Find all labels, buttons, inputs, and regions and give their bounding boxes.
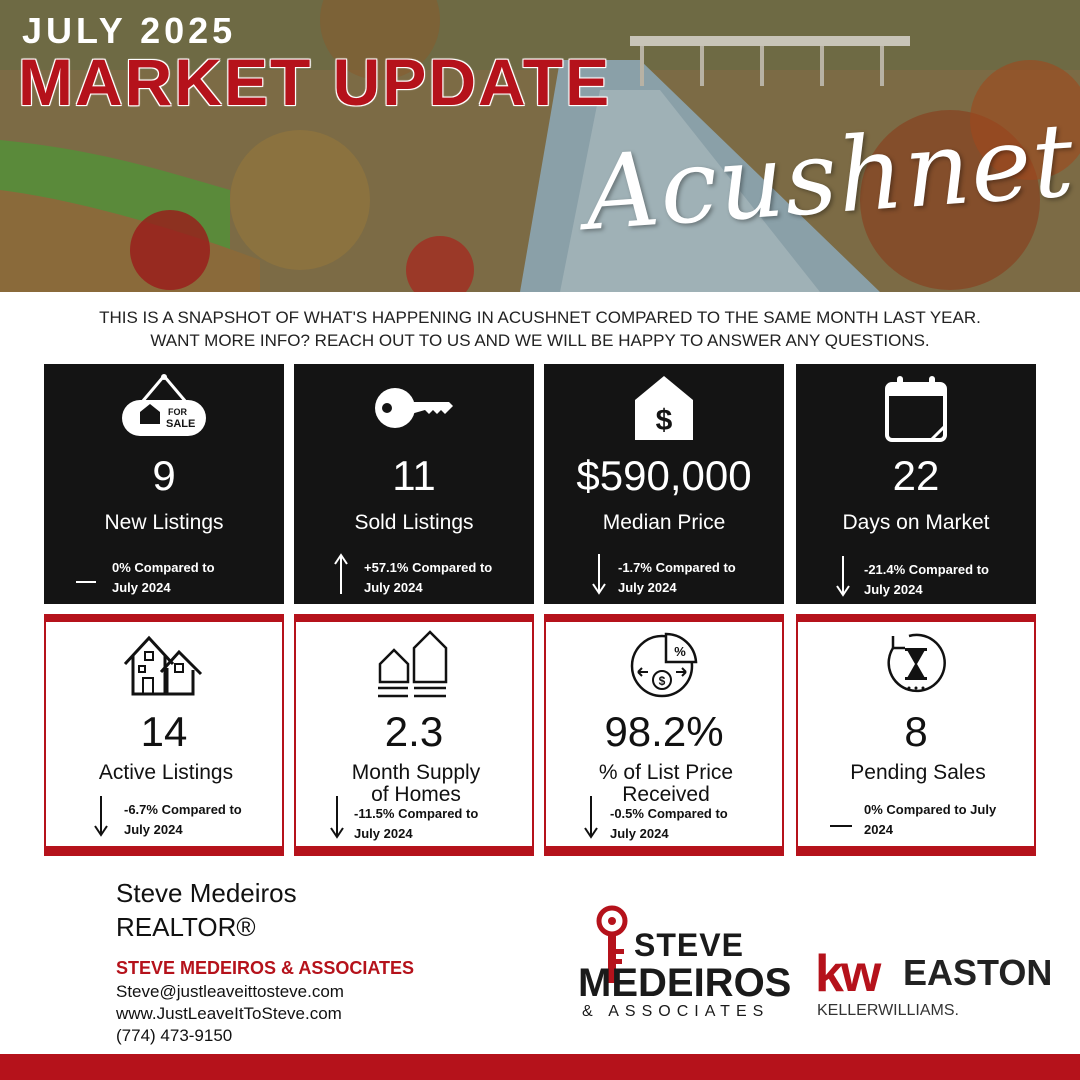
up-trend-icon <box>334 552 348 596</box>
hero-photo <box>0 0 1080 292</box>
houses-icon <box>119 628 209 698</box>
stat-label: Days on Market <box>842 511 990 534</box>
for-sale-sign-icon <box>116 372 212 444</box>
stat-comparison <box>610 804 728 844</box>
stat-change: +57.1% Compared to <box>364 560 493 575</box>
stat-period: July 2024 <box>124 822 183 837</box>
agent-email[interactable]: Steve@justleaveittosteve.com <box>116 982 344 1001</box>
stat-card-active-listings <box>44 614 284 856</box>
down-trend-icon <box>330 794 344 840</box>
intro-line-2: WANT MORE INFO? REACH OUT TO US AND WE WILL BE HAPPY TO ANSWER ANY QUESTIONS. <box>150 331 930 350</box>
stat-label: Sold Listings <box>354 511 474 534</box>
svg-text:SALE: SALE <box>166 418 196 430</box>
agent-website[interactable]: www.JustLeaveItToSteve.com <box>116 1004 342 1023</box>
stat-value: 98.2% <box>604 708 724 755</box>
stat-label-line-2: Received <box>622 783 710 806</box>
stat-card-median-price <box>544 364 784 604</box>
down-trend-icon <box>836 554 850 598</box>
agent-name: Steve Medeiros <box>116 878 297 908</box>
stat-value: 22 <box>892 452 940 499</box>
svg-text:FOR: FOR <box>168 407 187 417</box>
kw-office-name: EASTON <box>903 952 1053 993</box>
down-trend-icon <box>94 794 108 838</box>
stat-change: -1.7% Compared to <box>618 560 736 575</box>
team-name: STEVE MEDEIROS & ASSOCIATES <box>116 958 415 978</box>
team-logo-line-1: STEVE <box>634 927 744 963</box>
stat-value: $590,000 <box>576 452 752 499</box>
down-trend-icon <box>592 552 606 596</box>
svg-text:$: $ <box>658 674 666 688</box>
stat-period: July 2024 <box>610 826 669 841</box>
stat-change: 0% Compared to <box>112 560 215 575</box>
stat-comparison <box>618 558 736 598</box>
stat-card-new-listings <box>44 364 284 604</box>
stat-card-sold-listings <box>294 364 534 604</box>
stat-change: -6.7% Compared to <box>124 802 242 817</box>
stat-period: 2024 <box>864 822 893 837</box>
stat-card-month-supply <box>294 614 534 856</box>
stat-comparison <box>864 800 996 840</box>
report-month: JULY 2025 <box>22 10 237 51</box>
stat-value: 14 <box>140 708 188 755</box>
flat-trend-icon <box>74 574 98 588</box>
intro-line-1: THIS IS A SNAPSHOT OF WHAT'S HAPPENING IN ACUSHNET COMPARED TO THE SAME MONTH LAST YEAR. <box>99 308 981 327</box>
agent-title: REALTOR® <box>116 912 256 942</box>
house-dollar-icon <box>629 372 699 446</box>
stat-value: 9 <box>152 452 176 499</box>
percent-pie-icon <box>624 628 704 700</box>
stat-period: July 2024 <box>864 582 923 597</box>
stat-comparison <box>112 558 215 598</box>
stat-label: New Listings <box>104 511 224 534</box>
svg-text:%: % <box>674 644 686 659</box>
agent-phone[interactable]: (774) 473-9150 <box>116 1026 233 1045</box>
stat-period: July 2024 <box>112 580 171 595</box>
report-title: MARKET UPDATE <box>18 45 612 119</box>
stat-value: 11 <box>392 452 436 499</box>
stat-value: 2.3 <box>384 708 444 755</box>
stat-comparison <box>864 560 989 600</box>
stat-comparison <box>354 804 478 844</box>
stat-label-line-2: of Homes <box>371 783 461 806</box>
stat-period: July 2024 <box>354 826 413 841</box>
stat-label-line-1: Month Supply <box>351 761 481 784</box>
stat-card-days-on-market <box>796 364 1036 604</box>
town-name: Acushnet <box>581 101 1079 254</box>
stat-label-line-1: % of List Price <box>598 761 734 784</box>
stat-comparison <box>364 558 492 598</box>
flat-trend-icon <box>828 818 854 832</box>
down-trend-icon <box>584 794 598 840</box>
team-logo <box>578 905 798 1025</box>
stat-value: 8 <box>904 708 928 755</box>
kw-mark: kw <box>815 945 879 1003</box>
hourglass-icon <box>879 628 953 700</box>
svg-text:$: $ <box>655 404 673 437</box>
stat-label: Median Price <box>602 511 726 534</box>
footer-bar <box>0 1054 1080 1080</box>
stat-card-pending-sales <box>796 614 1036 856</box>
team-logo-line-2: MEDEIROS <box>578 961 792 1005</box>
stat-change: -21.4% Compared to <box>864 562 989 577</box>
stat-label: Active Listings <box>98 761 234 784</box>
kw-brand-name: KELLERWILLIAMS. <box>817 1002 959 1019</box>
calendar-icon <box>881 372 951 446</box>
supply-houses-icon <box>374 628 454 700</box>
stat-period: July 2024 <box>618 580 677 595</box>
stat-card-list-price-received <box>544 614 784 856</box>
team-logo-line-3: & ASSOCIATES <box>582 1003 770 1020</box>
stat-change: -0.5% Compared to <box>610 806 728 821</box>
stat-label: Pending Sales <box>850 761 986 784</box>
key-icon <box>369 372 459 444</box>
stat-period: July 2024 <box>364 580 423 595</box>
stat-change: 0% Compared to July <box>864 802 997 817</box>
intro-text <box>40 306 1040 352</box>
stat-comparison <box>124 800 242 840</box>
stat-change: -11.5% Compared to <box>354 806 479 821</box>
keller-williams-logo <box>815 944 1053 1024</box>
